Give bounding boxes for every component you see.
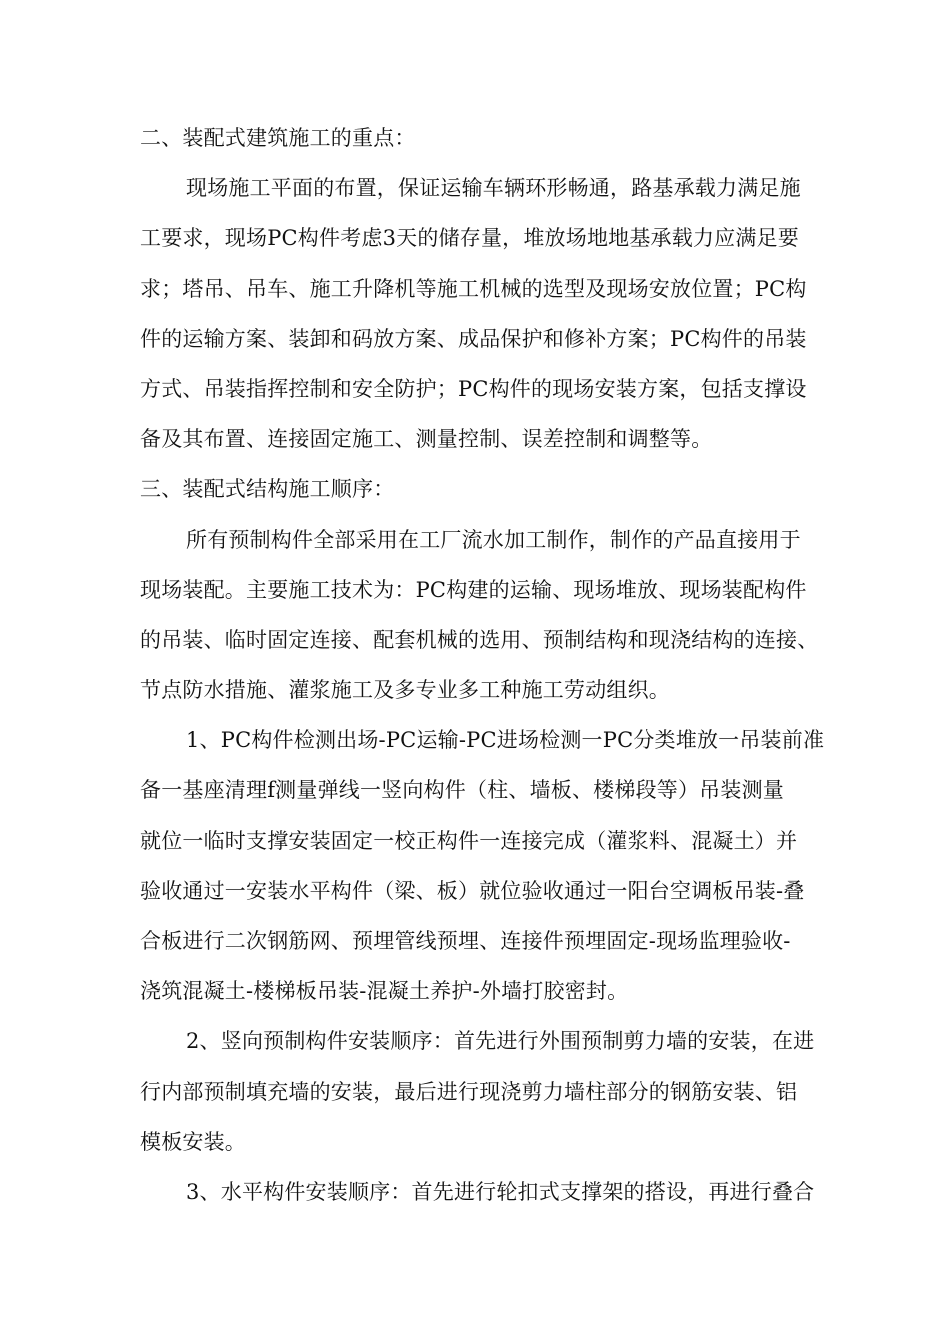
paragraph-line: 3、水平构件安装顺序：首先进行轮扣式支撑架的搭设，再进行叠合: [186, 1179, 815, 1204]
paragraph-line: 备一基座清理f测量弹线一竖向构件（柱、墙板、楼梯段等）吊装测量: [140, 778, 784, 803]
document-body: [140, 113, 870, 1217]
section-heading: 三、装配式结构施工顺序：: [140, 477, 395, 502]
paragraph-line: 合板进行二次钢筋网、预埋管线预埋、连接件预埋固定-现场监理验收-: [140, 929, 791, 953]
paragraph-line: 件的运输方案、装卸和码放方案、成品保护和修补方案；PC构件的吊装: [140, 326, 807, 351]
paragraph-line: 工要求，现场PC构件考虑3天的储存量，堆放场地地基承载力应满足要: [140, 226, 799, 251]
paragraph-line: 模板安装。: [140, 1129, 246, 1154]
paragraph-line: 行内部预制填充墙的安装，最后进行现浇剪力墙柱部分的钢筋安装、铝: [140, 1079, 798, 1104]
paragraph-line: 2、竖向预制构件安装顺序：首先进行外围预制剪力墙的安装，在进: [186, 1029, 815, 1054]
paragraph-line: 浇筑混凝土-楼梯板吊装-混凝土养护-外墙打胶密封。: [140, 979, 629, 1004]
paragraph-line: 现场施工平面的布置，保证运输车辆环形畅通，路基承载力满足施: [186, 176, 801, 201]
paragraph-line: 方式、吊装指挥控制和安全防护；PC构件的现场安装方案，包括支撑设: [140, 376, 807, 401]
paragraph-line: 求；塔吊、吊车、施工升降机等施工机械的选型及现场安放位置；PC构: [140, 276, 807, 301]
paragraph-line: 验收通过一安装水平构件（梁、板）就位验收通过一阳台空调板吊装-叠: [140, 878, 805, 903]
paragraph-line: 节点防水措施、灌浆施工及多专业多工种施工劳动组织。: [140, 678, 670, 703]
paragraph-line: 1、PC构件检测出场-PC运输-PC进场检测一PC分类堆放一吊装前准: [186, 728, 825, 753]
paragraph-line: 的吊装、临时固定连接、配套机械的选用、预制结构和现浇结构的连接、: [140, 627, 819, 652]
section-heading: 二、装配式建筑施工的重点：: [140, 126, 416, 150]
paragraph-line: 就位一临时支撑安装固定一校正构件一连接完成（灌浆料、混凝土）并: [140, 828, 798, 853]
paragraph-line: 备及其布置、连接固定施工、测量控制、误差控制和调整等。: [140, 427, 713, 452]
paragraph-line: 所有预制构件全部采用在工厂流水加工制作，制作的产品直接用于: [186, 527, 801, 552]
paragraph-line: 现场装配。主要施工技术为：PC构建的运输、现场堆放、现场装配构件: [140, 577, 807, 602]
